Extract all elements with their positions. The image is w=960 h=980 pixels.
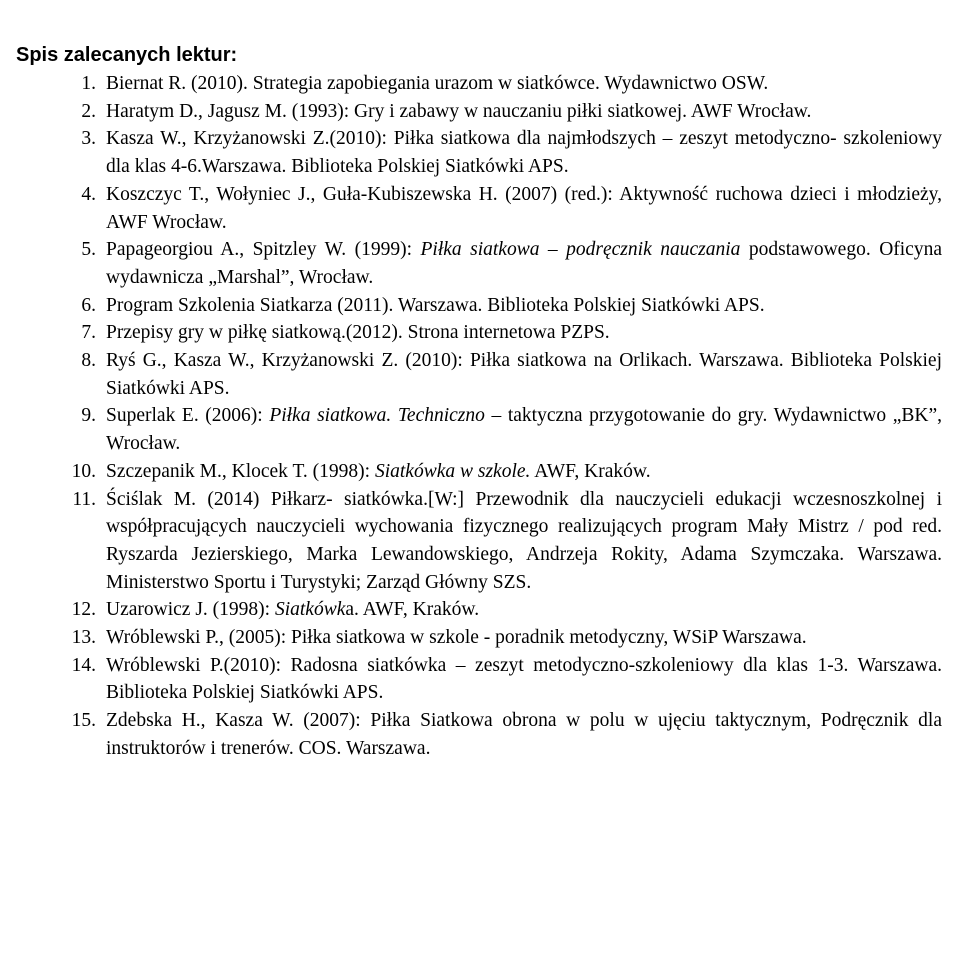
reference-text-segment: podstawowego. Oficyna wydawnicza „Marshal”, Wrocław. bbox=[106, 239, 942, 288]
reference-text bbox=[106, 125, 942, 180]
reference-number: 14. bbox=[71, 654, 96, 676]
reference-text bbox=[106, 486, 942, 597]
reference-title-italic: Siatkówka w szkole. bbox=[374, 460, 531, 482]
reading-list-heading: Spis zalecanych lektur: bbox=[16, 44, 238, 66]
reference-text-segment: a. AWF, Kraków. bbox=[345, 599, 480, 621]
reference-number: 8. bbox=[81, 350, 96, 372]
reference-item bbox=[16, 181, 942, 236]
reference-text-segment: Superlak E. (2006): bbox=[106, 405, 270, 427]
reference-item bbox=[16, 596, 942, 624]
reference-title-italic: Siatkówk bbox=[274, 599, 346, 621]
reference-item bbox=[16, 319, 942, 347]
reference-text-segment: Szczepanik M., Klocek T. (1998): bbox=[106, 460, 375, 482]
reference-item bbox=[16, 652, 942, 707]
reference-text-segment: Program Szkolenia Siatkarza (2011). Warszawa. Biblioteka Polskiej Siatkówki APS. bbox=[106, 294, 765, 316]
reference-number: 6. bbox=[81, 294, 96, 316]
reference-text bbox=[106, 236, 942, 291]
reference-number: 2. bbox=[81, 100, 96, 122]
reference-text bbox=[106, 70, 942, 98]
reference-item bbox=[16, 125, 942, 180]
reference-text bbox=[106, 458, 942, 486]
reference-text bbox=[106, 347, 942, 402]
reference-item bbox=[16, 707, 942, 762]
reference-text-segment: Uzarowicz J. (1998): bbox=[106, 599, 275, 621]
reference-text-segment: Ściślak M. (2014) Piłkarz- siatkówka.[W:] Przewodnik dla nauczycieli edukacji wczesnoszkolnej i współpracujących nauczycieli wychowania fizycznego realizujących program Mały Mistrz / pod red. Ryszarda Jezierskiego, Marka Lewandowskiego, Andrzeja Rokity, Adama Szymczaka. Warszawa. Ministerstwo Sportu i Turystyki; Zarząd Główny SZS. bbox=[106, 488, 942, 593]
reference-text-segment: Papageorgiou A., Spitzley W. (1999): bbox=[106, 239, 421, 261]
reference-number: 7. bbox=[81, 322, 96, 344]
reference-text-segment: Biernat R. (2010). Strategia zapobiegania urazom w siatkówce. Wydawnictwo OSW. bbox=[106, 73, 769, 94]
reference-text-segment: AWF, Kraków. bbox=[530, 460, 651, 482]
reference-text bbox=[106, 707, 942, 762]
reference-item bbox=[16, 486, 942, 597]
reference-text bbox=[106, 181, 942, 236]
reference-text-segment: – taktyczna przygotowanie do gry. Wydawnictwo „BK”, Wrocław. bbox=[106, 405, 942, 455]
reference-number: 5. bbox=[81, 239, 96, 261]
reference-text bbox=[106, 292, 942, 320]
reference-item bbox=[16, 292, 942, 320]
reference-number: 10. bbox=[71, 460, 96, 482]
reference-text-segment: Haratym D., Jagusz M. (1993): Gry i zabawy w nauczaniu piłki siatkowej. AWF Wrocław. bbox=[106, 100, 812, 122]
reference-number: 1. bbox=[81, 73, 96, 94]
reference-text-segment: Koszczyc T., Wołyniec J., Guła-Kubiszewska H. (2007) (red.): Aktywność ruchowa dzieci i młodzieży, AWF Wrocław. bbox=[106, 183, 942, 233]
reference-number: 9. bbox=[81, 405, 96, 427]
reference-item bbox=[16, 458, 942, 486]
reference-number: 11. bbox=[72, 488, 96, 510]
reference-title-italic: Piłka siatkowa. Techniczno bbox=[269, 405, 485, 427]
reference-text-segment: Wróblewski P.(2010): Radosna siatkówka – zeszyt metodyczno-szkoleniowy dla klas 1-3. Warszawa. Biblioteka Polskiej Siatkówki APS. bbox=[106, 654, 942, 704]
reference-text-segment: Kasza W., Krzyżanowski Z.(2010): Piłka siatkowa dla najmłodszych – zeszyt metodyczno- szkoleniowy dla klas 4-6.Warszawa. Biblioteka Polskiej Siatkówki APS. bbox=[106, 128, 942, 178]
reference-number: 13. bbox=[71, 627, 96, 649]
reference-text bbox=[106, 624, 942, 652]
reference-text bbox=[106, 596, 942, 624]
reference-item bbox=[16, 98, 942, 126]
reference-text-segment: Przepisy gry w piłkę siatkową.(2012). Strona internetowa PZPS. bbox=[106, 322, 610, 344]
reference-number: 3. bbox=[81, 128, 96, 150]
reference-text bbox=[106, 319, 942, 347]
document-page bbox=[16, 41, 942, 763]
reference-number: 4. bbox=[81, 183, 96, 205]
reference-item bbox=[16, 402, 942, 457]
reference-title-italic: Piłka siatkowa – podręcznik nauczania bbox=[420, 239, 741, 261]
reference-item bbox=[16, 347, 942, 402]
reference-text-segment: Ryś G., Kasza W., Krzyżanowski Z. (2010): Piłka siatkowa na Orlikach. Warszawa. Biblioteka Polskiej Siatkówki APS. bbox=[106, 350, 942, 399]
reference-text-segment: Zdebska H., Kasza W. (2007): Piłka Siatkowa obrona w polu w ujęciu taktycznym, Podręcznik dla instruktorów i trenerów. COS. Warszawa. bbox=[106, 710, 942, 759]
reference-item bbox=[16, 624, 942, 652]
reference-text-segment: Wróblewski P., (2005): Piłka siatkowa w szkole - poradnik metodyczny, WSiP Warszawa. bbox=[106, 627, 807, 649]
reference-list bbox=[16, 70, 942, 763]
reference-number: 12. bbox=[71, 599, 96, 621]
reference-text bbox=[106, 652, 942, 707]
reference-text bbox=[106, 98, 942, 126]
reference-number: 15. bbox=[71, 710, 96, 732]
reference-item bbox=[16, 70, 942, 98]
reference-item bbox=[16, 236, 942, 291]
reference-text bbox=[106, 402, 942, 457]
